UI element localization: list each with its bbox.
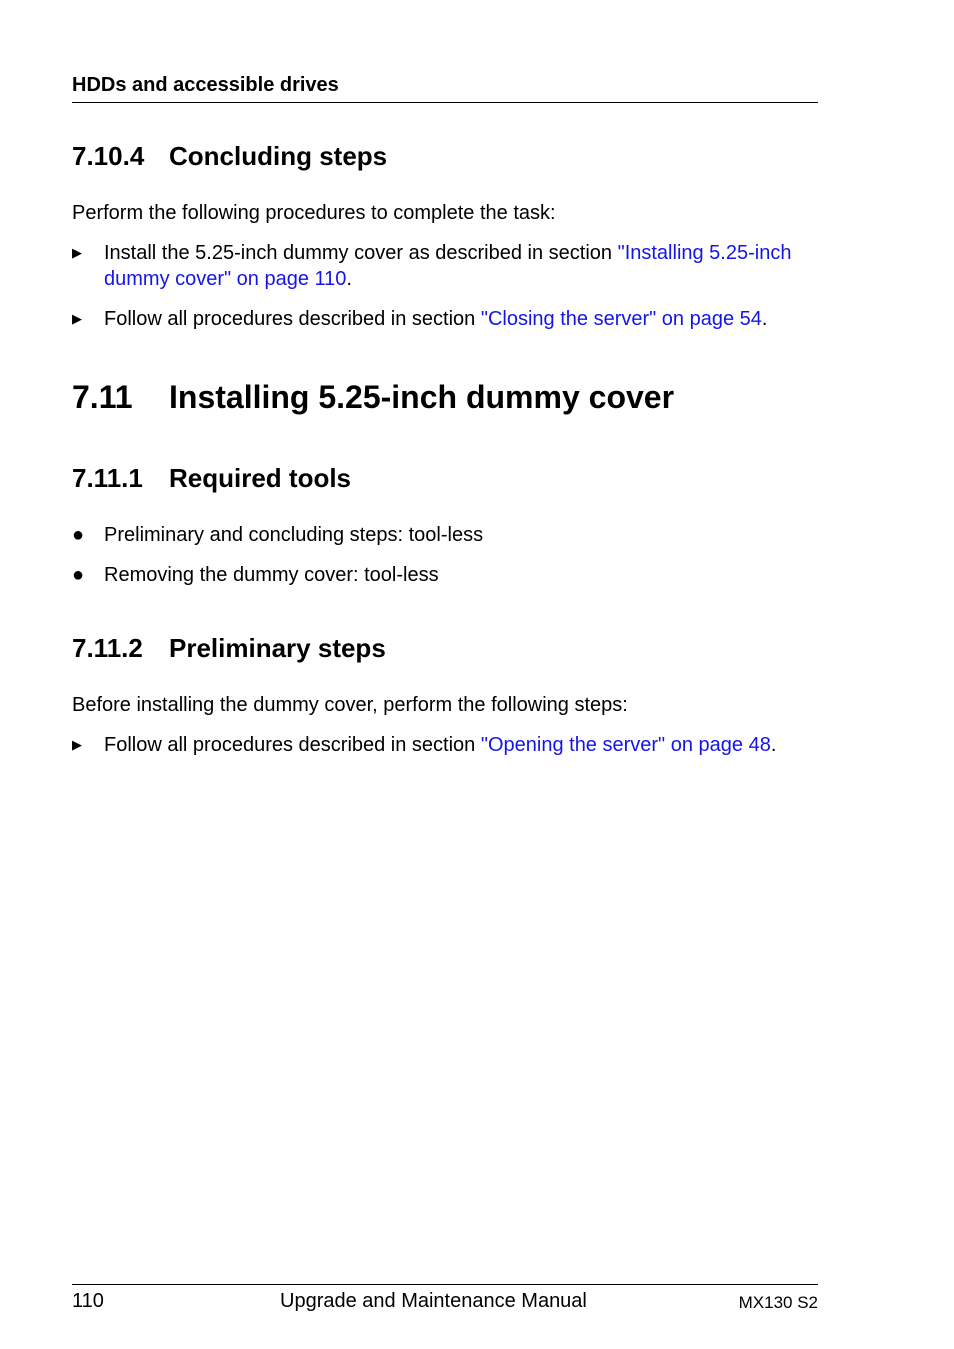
triangle-right-icon: ▶ — [72, 245, 82, 260]
intro-paragraph: Before installing the dummy cover, perform the following steps: — [72, 694, 628, 716]
step-item — [72, 240, 818, 292]
section-title: Preliminary steps — [169, 633, 386, 663]
step-item — [72, 306, 818, 332]
heading-7-10-4 — [72, 140, 387, 172]
bullet-icon: ● — [72, 564, 85, 586]
section-title: Concluding steps — [169, 141, 388, 171]
bullet-icon: ● — [72, 524, 85, 546]
list-item — [72, 562, 818, 588]
step-text: Install the 5.25-inch dummy cover as described in section "Installing 5.25-inch dummy cover" on page 110. — [104, 242, 792, 290]
section-number: 7.11.1 — [72, 463, 143, 493]
heading-7-11-2 — [72, 632, 386, 664]
section-title: Required tools — [169, 463, 352, 493]
step-text: Follow all procedures described in section "Closing the server" on page 54. — [104, 308, 768, 330]
step-text: Follow all procedures described in section "Opening the server" on page 48. — [104, 734, 777, 756]
running-header — [72, 72, 818, 103]
triangle-right-icon: ▶ — [72, 311, 82, 326]
heading-7-11 — [72, 378, 674, 416]
list-item-text: Removing the dummy cover: tool-less — [104, 564, 439, 586]
intro-paragraph: Perform the following procedures to complete the task: — [72, 202, 556, 224]
triangle-right-icon: ▶ — [72, 737, 82, 752]
step-item — [72, 732, 818, 758]
list-item-text: Preliminary and concluding steps: tool-less — [104, 524, 484, 546]
cross-reference-link[interactable]: "Opening the server" on page 48 — [480, 734, 771, 756]
model-name: MX130 S2 — [738, 1293, 818, 1312]
running-header-title: HDDs and accessible drives — [72, 74, 339, 96]
section-title: Installing 5.25-inch dummy cover — [169, 379, 675, 415]
section-number: 7.10.4 — [72, 141, 145, 171]
cross-reference-link[interactable]: "Closing the server" on page 54 — [480, 308, 762, 330]
section-number: 7.11.2 — [72, 633, 143, 663]
cross-reference-link[interactable]: "Installing 5.25-inch dummy cover" on page 110 — [104, 242, 792, 290]
list-item — [72, 522, 818, 548]
section-number: 7.11 — [72, 379, 133, 415]
page-footer — [72, 1284, 818, 1317]
page-number: 110 — [72, 1290, 104, 1312]
heading-7-11-1 — [72, 462, 351, 494]
manual-title: Upgrade and Maintenance Manual — [280, 1290, 587, 1312]
